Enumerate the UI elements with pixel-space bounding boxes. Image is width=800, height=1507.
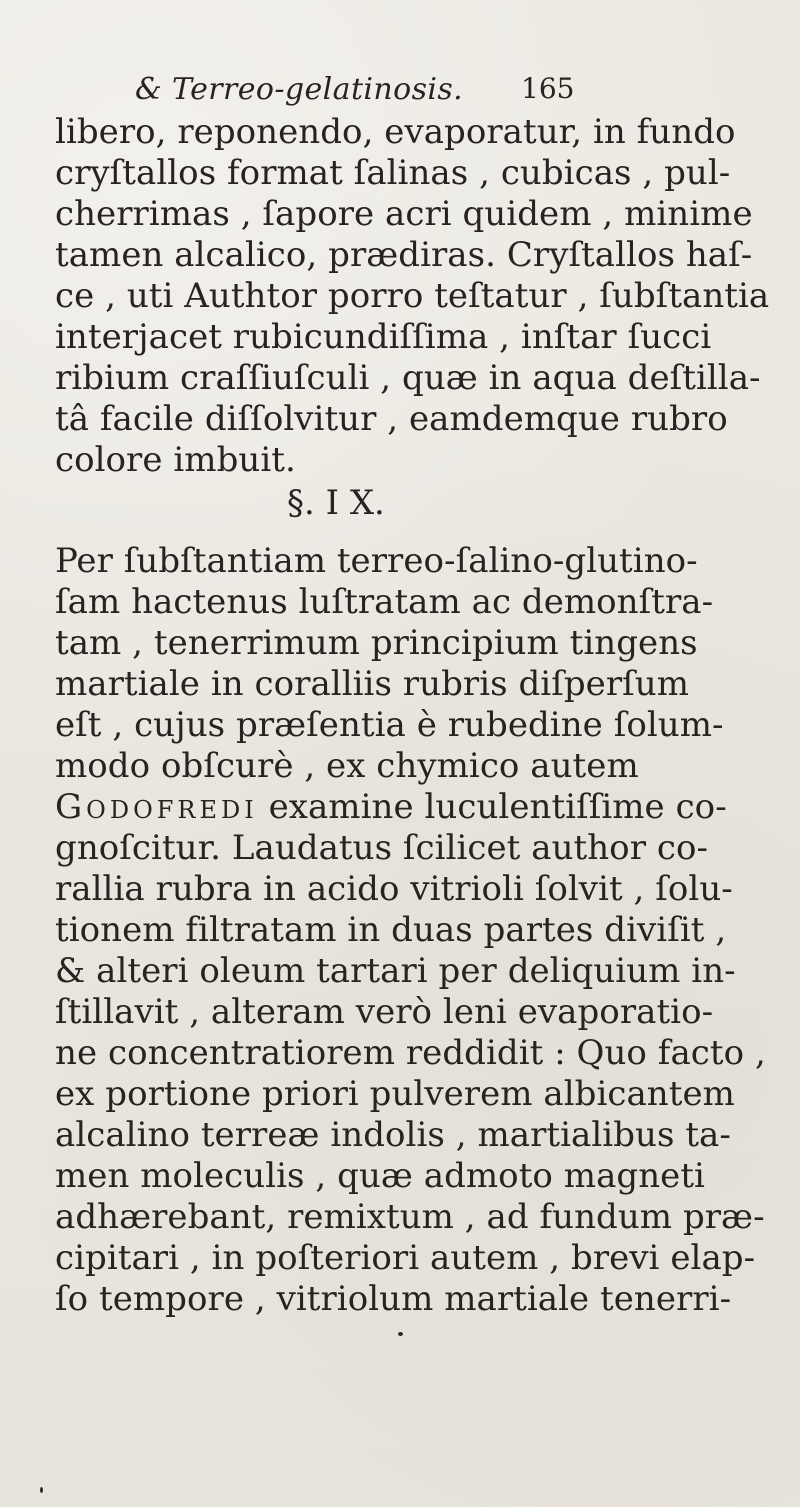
text-line: tam , tenerrimum principium tingens — [55, 623, 698, 663]
running-title: & Terreo-gelatinosis. — [135, 72, 464, 107]
text-line: cipitari , in poſteriori autem , brevi elap- — [55, 1238, 756, 1278]
text-line: ſo tempore , vitriolum martiale tenerri- — [55, 1279, 732, 1319]
paragraph-2 — [55, 541, 770, 1320]
text-line: tionem filtratam in duas partes diviſit , — [55, 910, 727, 950]
text-line: Per ſubſtantiam terreo-ſalino-glutino- — [55, 541, 698, 581]
text-line: ex portione priori pulverem albicantem — [55, 1074, 735, 1114]
ink-speck — [40, 1487, 43, 1493]
text-line: cherrimas , ſapore acri quidem , minime — [55, 194, 753, 234]
text-line: eſt , cujus præſentia è rubedine ſolum- — [55, 705, 724, 745]
text-line: tâ facile diſſolvitur , eamdemque rubro — [55, 399, 728, 439]
text-line: ce , uti Authtor porro teſtatur , ſubſtantia — [55, 276, 770, 316]
text-line: libero, reponendo, evaporatur, in fundo — [55, 112, 736, 152]
text-line: ribium craſſiuſculi , quæ in aqua deſtilla- — [55, 358, 761, 398]
text-line: cryſtallos format ſalinas , cubicas , pul- — [55, 153, 731, 193]
text-line: rallia rubra in acido vitrioli ſolvit , ſolu- — [55, 869, 733, 909]
text-line: modo obſcurè , ex chymico autem — [55, 746, 639, 786]
text-line: gnoſcitur. Laudatus ſcilicet author co- — [55, 828, 709, 868]
text-line: colore imbuit. — [55, 440, 296, 480]
text-line-godofredi — [55, 787, 770, 828]
text-line: alcalino terreæ indolis , martialibus ta- — [55, 1115, 731, 1155]
text-line: men moleculis , quæ admoto magneti — [55, 1156, 705, 1196]
ink-speck — [398, 1332, 403, 1336]
text-line: & alteri oleum tartari per deliquium in- — [55, 951, 736, 991]
text-fragment: examine luculentiſſime co- — [268, 787, 727, 827]
section-heading: §. I X. — [287, 483, 385, 523]
text-line: tamen alcalico, prædiras. Cryſtallos haſ- — [55, 235, 753, 275]
author-name: Godofredi — [55, 787, 258, 827]
text-line: interjacet rubicundiſſima , inſtar ſucci — [55, 317, 712, 357]
body-text — [55, 112, 770, 1320]
page-number: 165 — [521, 72, 575, 105]
text-line: martiale in coralliis rubris diſperſum — [55, 664, 690, 704]
text-line: ſtillavit , alteram verò leni evaporatio- — [55, 992, 714, 1032]
text-line: ne concentratiorem reddidit : Quo facto , — [55, 1033, 766, 1073]
text-line: ſam hactenus luſtratam ac demonſtra- — [55, 582, 714, 622]
text-line: adhærebant, remixtum , ad fundum præ- — [55, 1197, 765, 1237]
